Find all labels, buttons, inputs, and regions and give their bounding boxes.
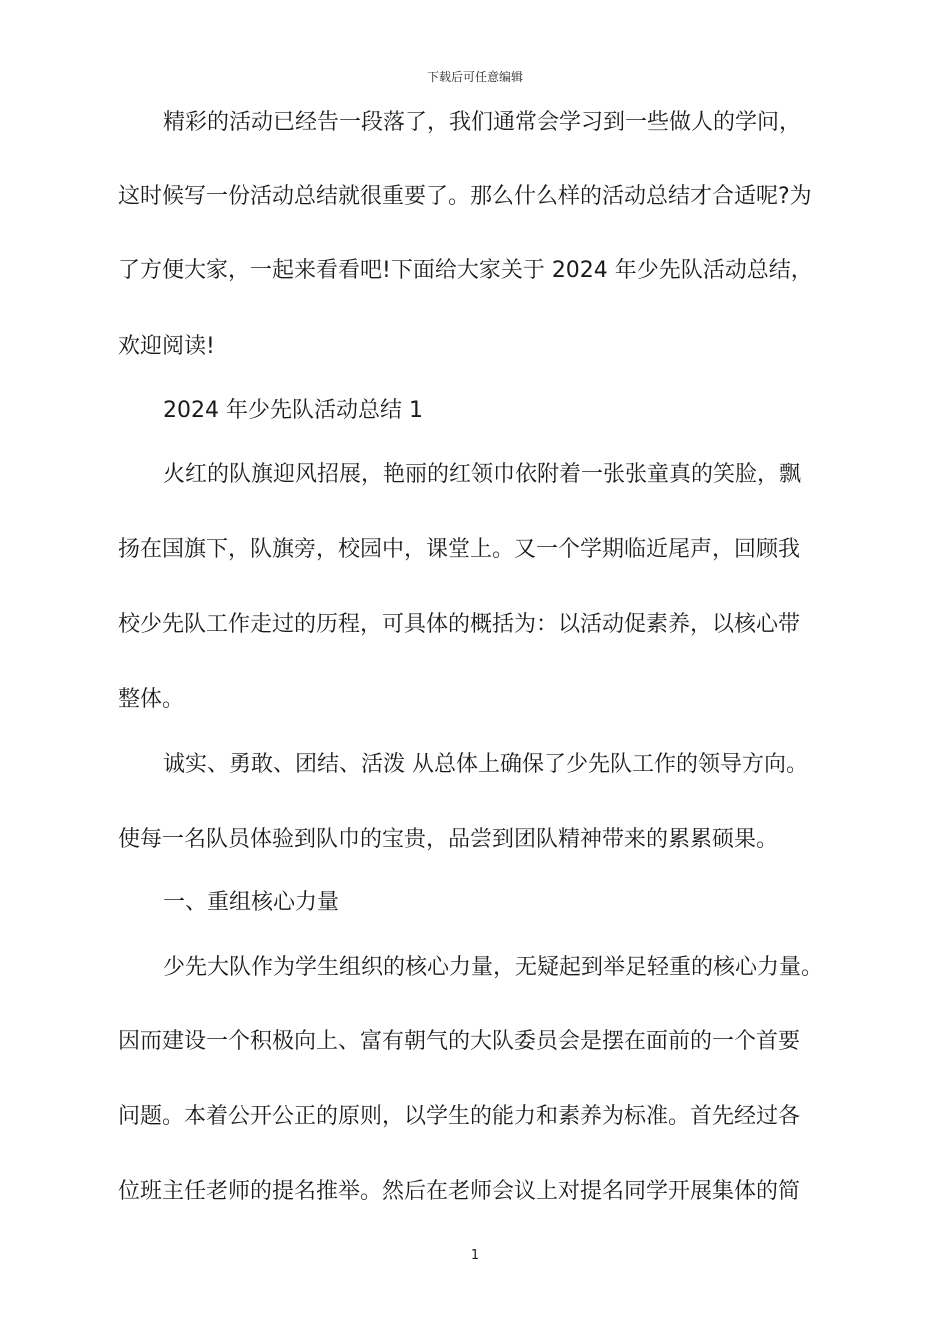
paragraph-line: 扬在国旗下，队旗旁，校园中，课堂上。又一个学期临近尾声，回顾我 — [118, 537, 801, 562]
paragraph-line: 整体。 — [118, 687, 185, 712]
page-number: 1 — [470, 1248, 480, 1263]
paragraph-line: 这时候写一份活动总结就很重要了。那么什么样的活动总结才合适呢?为 — [118, 184, 812, 209]
paragraph-line: 火红的队旗迎风招展，艳丽的红领巾依附着一张张童真的笑脸，飘 — [163, 462, 802, 487]
paragraph-line: 因而建设一个积极向上、富有朝气的大队委员会是摆在面前的一个首要 — [118, 1029, 801, 1054]
paragraph-line: 使每一名队员体验到队巾的宝贵，品尝到团队精神带来的累累硕果。 — [118, 827, 779, 852]
paragraph-line: 校少先队工作走过的历程，可具体的概括为：以活动促素养，以核心带 — [118, 612, 801, 637]
paragraph-line: 少先大队作为学生组织的核心力量，无疑起到举足轻重的核心力量。 — [163, 955, 824, 980]
section-title: 2024 年少先队活动总结 1 — [163, 398, 423, 423]
paragraph-line: 了方便大家，一起来看看吧!下面给大家关于 2024 年少先队活动总结， — [118, 258, 813, 283]
header-note: 下载后可任意编辑 — [426, 70, 523, 84]
section-heading: 一、重组核心力量 — [163, 890, 340, 915]
paragraph-line: 精彩的活动已经告一段落了，我们通常会学习到一些做人的学问， — [163, 110, 802, 135]
paragraph-line: 问题。本着公开公正的原则，以学生的能力和素养为标准。首先经过各 — [118, 1104, 801, 1129]
paragraph-line: 诚实、勇敢、团结、活泼 从总体上确保了少先队工作的领导方向。 — [163, 752, 808, 777]
paragraph-line: 位班主任老师的提名推举。然后在老师会议上对提名同学开展集体的简 — [118, 1179, 801, 1204]
paragraph-line: 欢迎阅读! — [118, 334, 215, 359]
